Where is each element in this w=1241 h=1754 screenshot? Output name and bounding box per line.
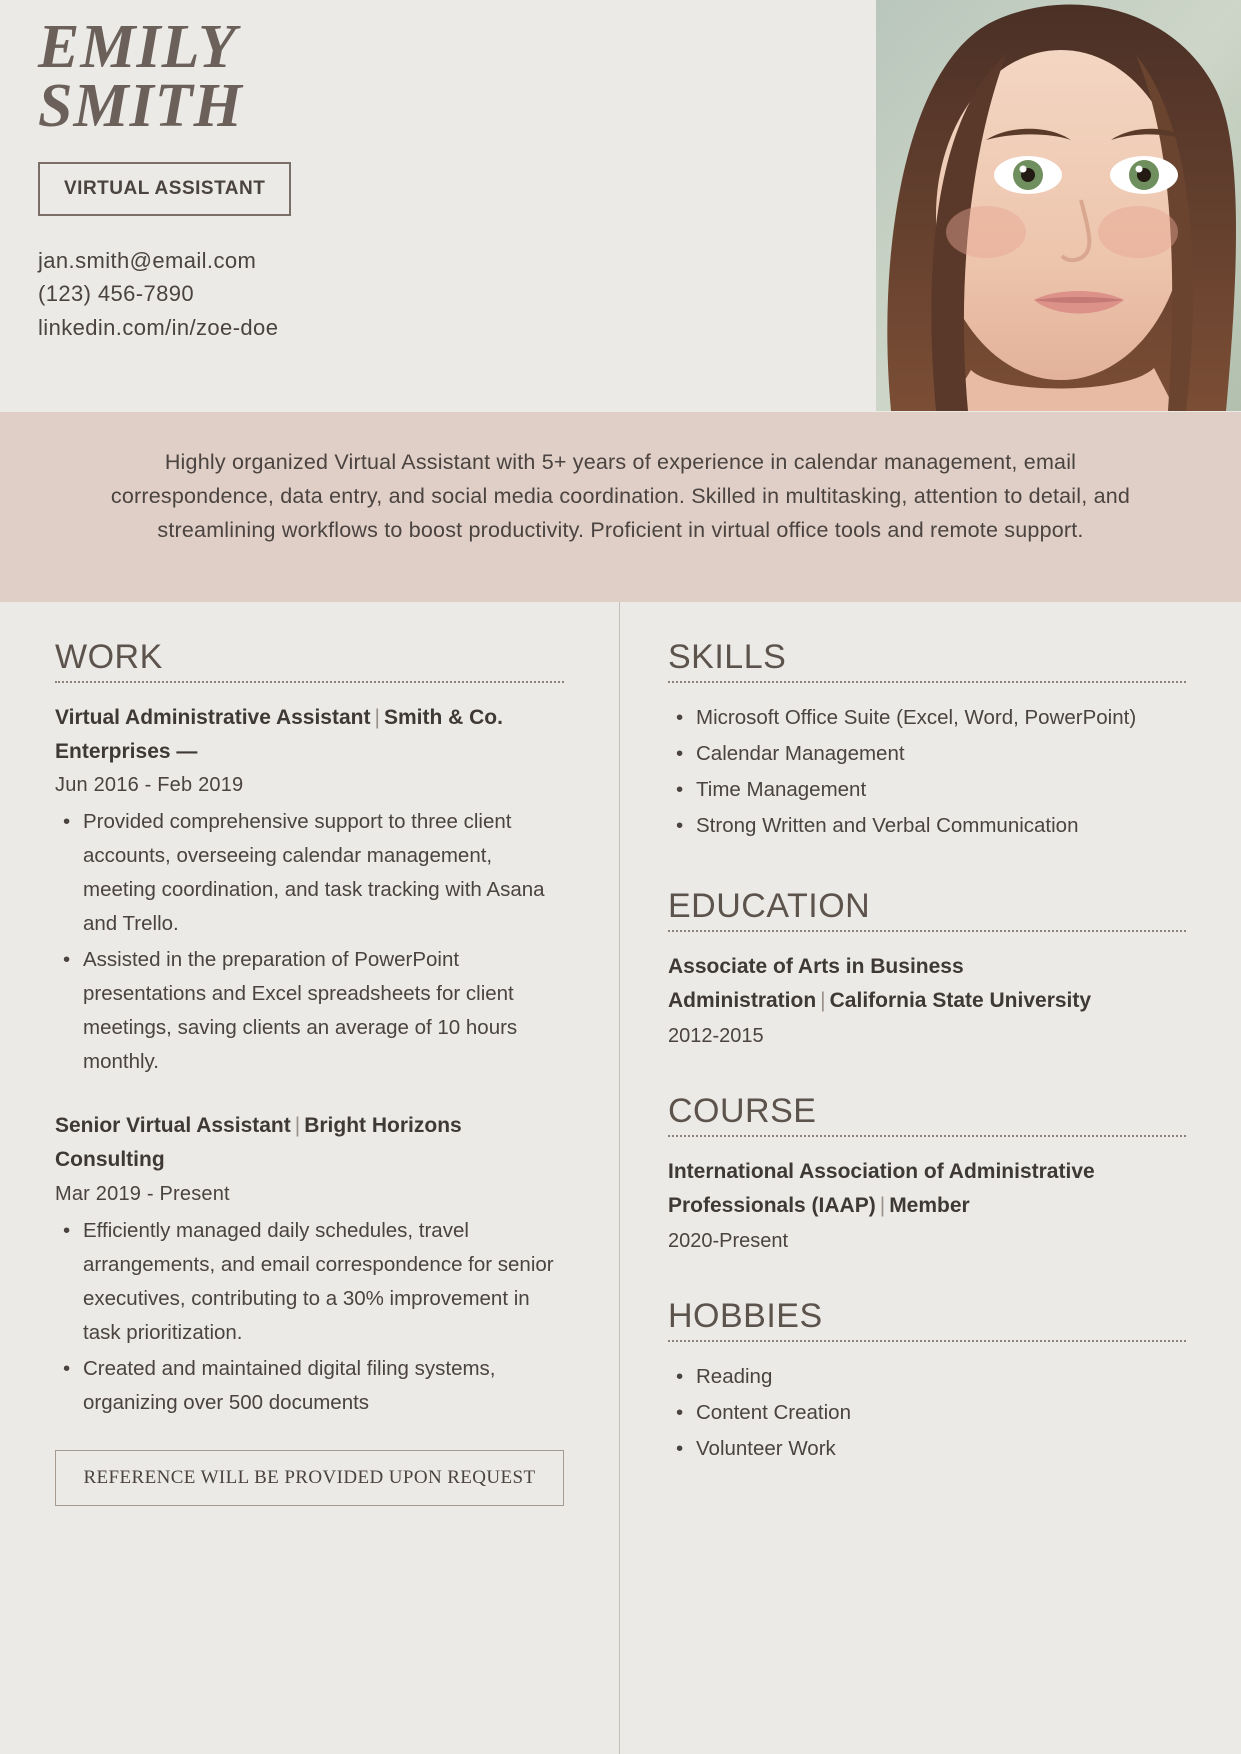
job-title-badge: VIRTUAL ASSISTANT xyxy=(38,162,291,216)
education-entry-heading xyxy=(668,950,1186,1017)
resume-body xyxy=(0,602,1241,1754)
hobbies-list xyxy=(668,1360,1186,1466)
work-entry-heading xyxy=(55,1109,564,1176)
work-entry xyxy=(55,1109,564,1419)
education-degree: Associate of Arts in Business Administration xyxy=(668,955,964,1012)
work-entry xyxy=(55,701,564,1079)
divider-education xyxy=(668,930,1186,932)
section-title-skills: SKILLS xyxy=(668,638,787,676)
list-item: • Volunteer Work xyxy=(694,1432,1186,1466)
education-school: California State University xyxy=(829,988,1092,1012)
section-title-work: WORK xyxy=(55,638,163,676)
divider-course xyxy=(668,1135,1186,1137)
list-item: • Reading xyxy=(694,1360,1186,1394)
hobbies-section xyxy=(668,1297,1186,1466)
work-role: Senior Virtual Assistant xyxy=(55,1114,291,1138)
reference-note: REFERENCE WILL BE PROVIDED UPON REQUEST xyxy=(55,1450,564,1506)
skills-section xyxy=(668,638,1186,843)
list-item: • Efficiently managed daily schedules, travel arrangements, and email correspondence for senior executives, contributing to a 30% improvement in task prioritization. xyxy=(81,1214,564,1350)
education-dates: 2012-2015 xyxy=(668,1025,764,1048)
work-role: Virtual Administrative Assistant xyxy=(55,706,371,729)
list-item: • Time Management xyxy=(694,773,1186,807)
list-item: • Created and maintained digital filing systems, organizing over 500 documents xyxy=(81,1352,564,1420)
list-item: • Strong Written and Verbal Communication xyxy=(694,809,1186,843)
education-section xyxy=(668,887,1186,1048)
resume-header xyxy=(0,0,1241,412)
skills-list xyxy=(668,701,1186,843)
list-item: • Calendar Management xyxy=(694,737,1186,771)
divider-work xyxy=(55,681,564,683)
contact-linkedin[interactable]: linkedin.com/in/zoe-doe xyxy=(38,314,279,340)
divider-skills xyxy=(668,681,1186,683)
work-bullets xyxy=(55,805,564,1079)
contact-phone[interactable]: (123) 456-7890 xyxy=(38,281,195,307)
page-title xyxy=(38,13,818,140)
right-column xyxy=(620,602,1241,1754)
avatar xyxy=(876,0,1241,411)
contact-email[interactable]: jan.smith@email.com xyxy=(38,247,257,273)
divider-hobbies xyxy=(668,1340,1186,1342)
course-name: International Association of Administrative Professionals (IAAP) xyxy=(668,1160,1095,1217)
work-bullets xyxy=(55,1214,564,1420)
header-identity xyxy=(38,13,818,344)
list-item: • Content Creation xyxy=(694,1396,1186,1430)
work-dates: Jun 2016 - Feb 2019 xyxy=(55,774,244,797)
work-entry-heading xyxy=(55,701,564,768)
separator-icon: | xyxy=(879,1193,886,1217)
left-column xyxy=(0,602,620,1754)
profile-summary: Highly organized Virtual Assistant with 5+ years of experience in calendar management, email correspondence, data entry, and social media coordination. Skilled in multitasking, attention to detail, and streamlining workflows to boost productivity. Proficient in virtual office tools and remote support. xyxy=(0,412,1241,602)
list-item: • Provided comprehensive support to three client accounts, overseeing calendar management, meeting coordination, and task tracking with Asana and Trello. xyxy=(81,805,564,941)
separator-icon: | xyxy=(820,988,826,1012)
first-name: EMILY xyxy=(38,13,238,81)
course-role: Member xyxy=(889,1193,970,1217)
portrait-photo-icon xyxy=(876,0,1241,411)
work-dates: Mar 2019 - Present xyxy=(55,1182,230,1205)
separator-icon: | xyxy=(374,706,380,729)
contact-block xyxy=(38,244,818,344)
course-section xyxy=(668,1092,1186,1253)
list-item: • Assisted in the preparation of PowerPoint presentations and Excel spreadsheets for client meetings, saving clients an average of 10 hours monthly. xyxy=(81,943,564,1079)
work-company: Smith & Co. Enterprises — xyxy=(55,706,503,763)
section-title-education: EDUCATION xyxy=(668,887,871,926)
list-item: • Microsoft Office Suite (Excel, Word, PowerPoint) xyxy=(694,701,1186,735)
course-dates: 2020-Present xyxy=(668,1230,789,1253)
course-entry-heading xyxy=(668,1155,1186,1222)
last-name: SMITH xyxy=(38,71,243,140)
section-title-course: COURSE xyxy=(668,1092,817,1131)
section-title-hobbies: HOBBIES xyxy=(668,1297,823,1336)
work-company: Bright Horizons Consulting xyxy=(55,1114,462,1171)
separator-icon: | xyxy=(294,1114,301,1138)
